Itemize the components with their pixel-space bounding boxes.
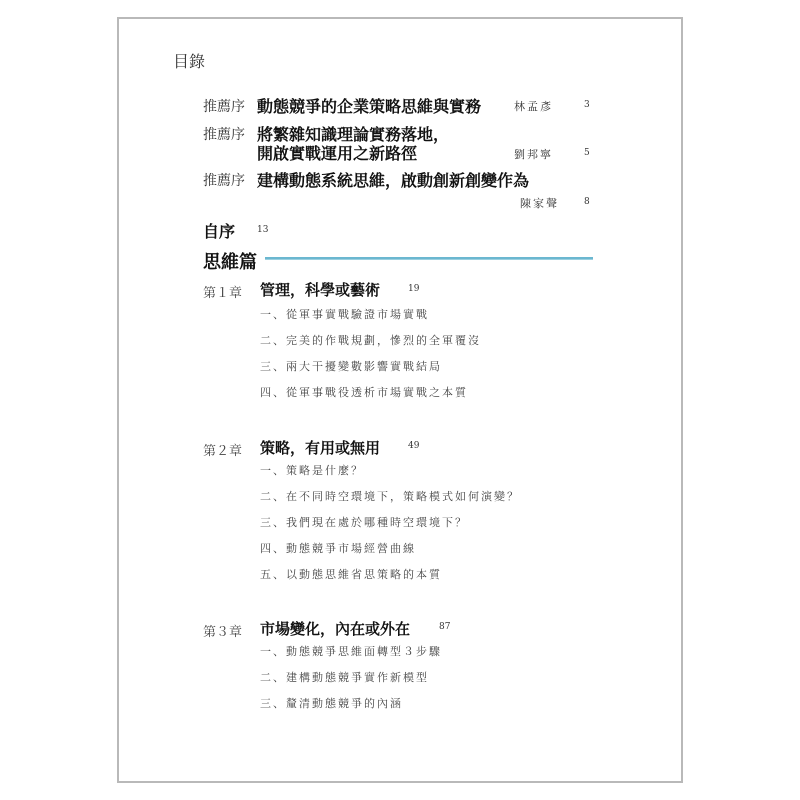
section-item: 五、以動態思維省思策略的本質	[260, 568, 442, 581]
page-number: 8	[584, 197, 590, 207]
page-number: 87	[439, 622, 451, 632]
preface-label: 推薦序	[203, 99, 245, 115]
preface-title: 動態競爭的企業策略思維與實務	[257, 97, 482, 116]
section-item: 三、兩大干擾變數影響實戰結局	[260, 360, 442, 373]
section-item: 二、完美的作戰規劃，慘烈的全軍覆沒	[260, 334, 481, 347]
section-item: 一、策略是什麼？	[260, 464, 364, 477]
page-number: 3	[584, 100, 590, 110]
section-item: 二、在不同時空環境下，策略模式如何演變？	[260, 490, 520, 503]
section-item: 四、動態競爭市場經營曲線	[260, 542, 416, 555]
part-title: 思維篇	[203, 252, 257, 273]
page-number: 13	[257, 225, 269, 235]
part-rule	[265, 257, 593, 260]
page-number: 5	[584, 148, 590, 158]
page-number: 19	[408, 284, 420, 294]
preface-label: 推薦序	[203, 173, 245, 189]
preface-label: 推薦序	[203, 127, 245, 143]
page-number: 49	[408, 441, 420, 451]
chapter-title: 市場變化，內在或外在	[260, 620, 411, 638]
toc-heading: 目錄	[173, 52, 206, 71]
preface-author: 劉邦寧	[514, 148, 553, 161]
section-item: 三、釐清動態競爭的內涵	[260, 697, 403, 710]
section-item: 三、我們現在處於哪種時空環境下？	[260, 516, 468, 529]
preface-author: 陳家聲	[520, 197, 559, 210]
book-page	[117, 17, 683, 783]
section-item: 一、動態競爭思維面轉型３步驟	[260, 645, 442, 658]
chapter-label: 第３章	[203, 625, 243, 640]
preface-author: 林孟彥	[514, 100, 553, 113]
preface-title: 建構動態系統思維，啟動創新創變作為	[257, 171, 530, 190]
section-item: 一、從軍事實戰驗證市場實戰	[260, 308, 429, 321]
chapter-label: 第２章	[203, 444, 243, 459]
self-preface-title: 自序	[203, 222, 236, 241]
preface-title: 將繁雜知識理論實務落地，	[257, 125, 450, 144]
section-item: 二、建構動態競爭實作新模型	[260, 671, 429, 684]
section-item: 四、從軍事戰役透析市場實戰之本質	[260, 386, 468, 399]
preface-title: 開啟實戰運用之新路徑	[257, 144, 418, 163]
chapter-title: 策略，有用或無用	[260, 439, 381, 457]
chapter-title: 管理，科學或藝術	[260, 281, 381, 299]
chapter-label: 第１章	[203, 286, 243, 301]
